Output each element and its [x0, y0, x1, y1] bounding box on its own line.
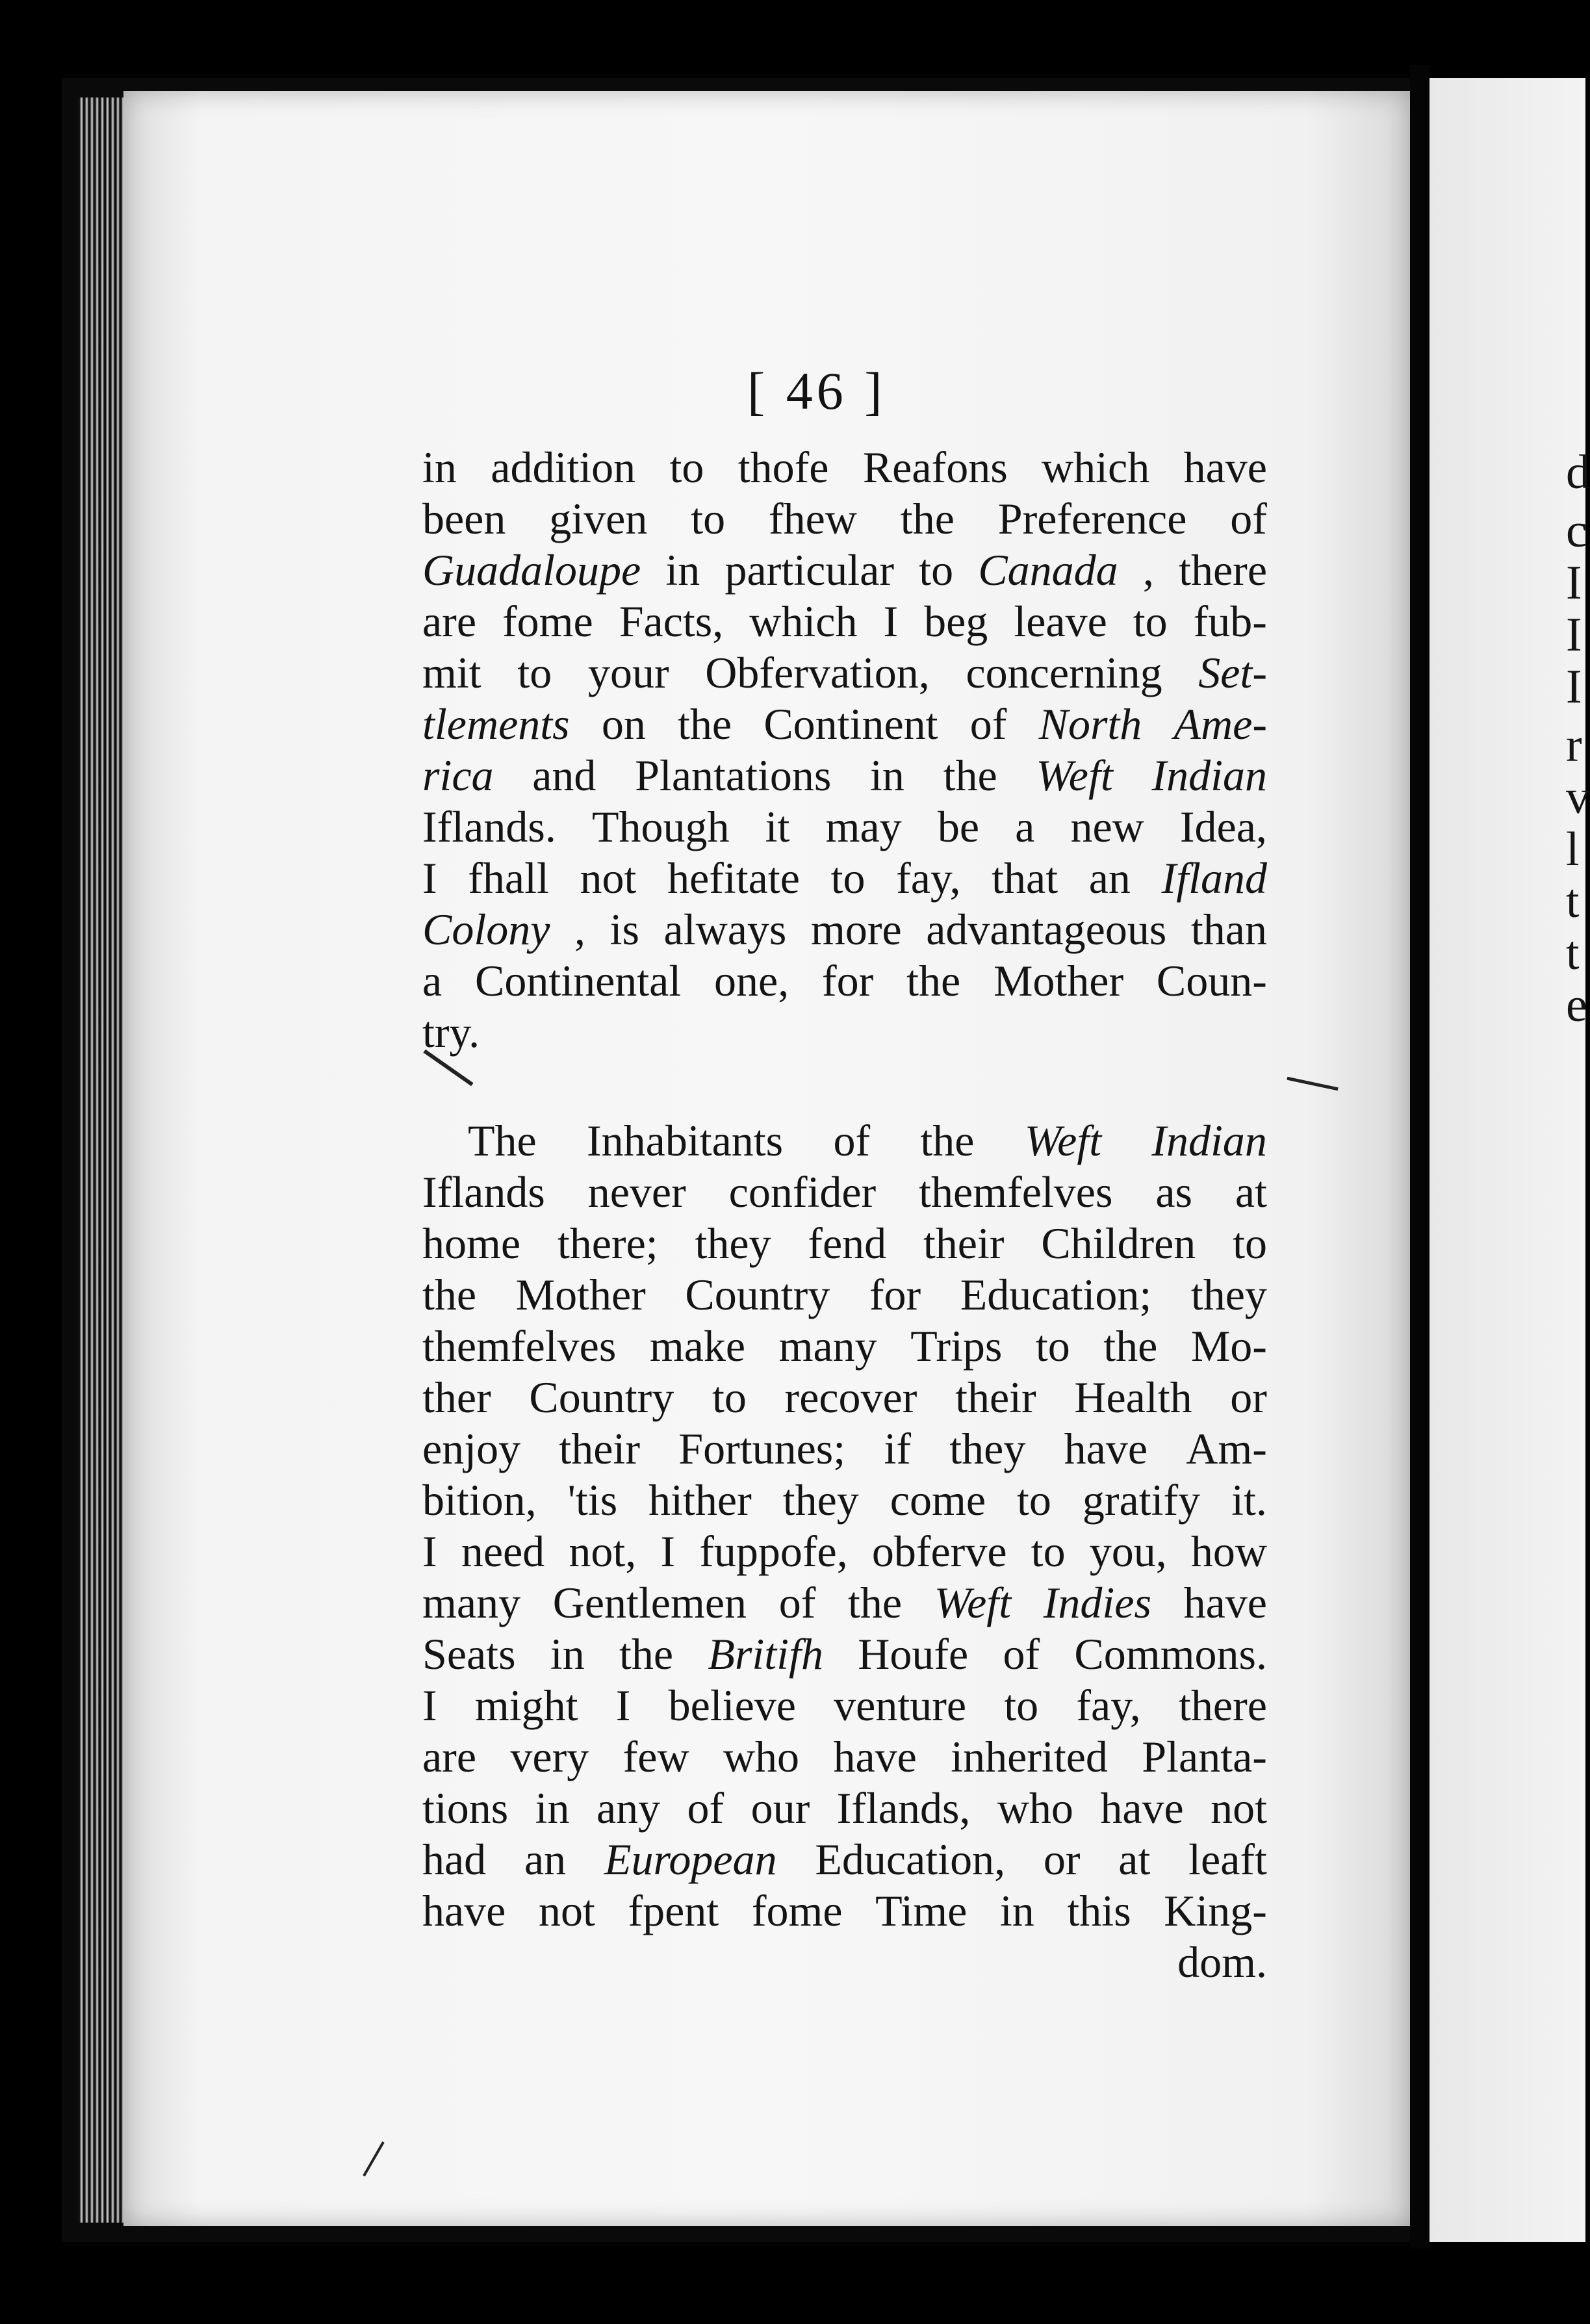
text-line: themfelves make many Trips to the Mo-	[422, 1321, 1267, 1371]
text-line: I need not, I fuppofe, obferve to you, how	[422, 1527, 1267, 1576]
text-line: mit to your Obfervation, concerning Set-	[422, 648, 1267, 697]
text-line: had an European Education, or at leaft	[422, 1835, 1267, 1884]
text-line: ther Country to recover their Health or	[422, 1373, 1267, 1422]
page-text	[422, 442, 1267, 1988]
text-line: in addition to thofe Reafons which have	[422, 443, 1267, 492]
facing-page-letter: e	[1566, 979, 1587, 1032]
text-line: a Continental one, for the Mother Coun-	[422, 956, 1267, 1005]
paragraph-1	[422, 442, 1267, 1058]
text-line: are fome Facts, which I beg leave to fub-	[422, 597, 1267, 646]
text-line: bition, 'tis hither they come to gratify it.	[422, 1475, 1267, 1525]
text-line: are very few who have inherited Planta-	[422, 1732, 1267, 1781]
page-stack-edges	[78, 97, 123, 2223]
facing-page-letter: I	[1566, 556, 1582, 610]
facing-page-letter: c	[1566, 504, 1587, 558]
text-line: Seats in the Britifh Houfe of Commons.	[422, 1629, 1267, 1679]
facing-page-letter: v	[1566, 771, 1590, 824]
text-line: tlements on the Continent of North Ame-	[422, 699, 1267, 749]
text-line: been given to fhew the Preference of	[422, 494, 1267, 543]
text-line: I fhall not hefitate to fay, that an Ifland	[422, 853, 1267, 903]
text-line: try.	[422, 1007, 480, 1057]
text-line: Iflands. Though it may be a new Idea,	[422, 802, 1267, 851]
facing-page-letter: I	[1566, 660, 1582, 714]
text-line: the Mother Country for Education; they	[422, 1270, 1267, 1319]
facing-page-letter: I	[1566, 608, 1582, 662]
text-line: Iflands never confider themfelves as at	[422, 1167, 1267, 1217]
book-gutter	[1410, 65, 1430, 2249]
text-line: enjoy their Fortunes; if they have Am-	[422, 1424, 1267, 1473]
page-number: [ 46 ]	[747, 361, 886, 420]
text-line: many Gentlemen of the Weft Indies have	[422, 1578, 1267, 1627]
facing-page-letter: d	[1566, 446, 1590, 499]
text-line: Guadaloupe in particular to Canada , there	[422, 545, 1267, 595]
facing-page-letter: t	[1566, 927, 1580, 980]
facing-page-letter: l	[1566, 823, 1580, 876]
text-line: dom.	[1177, 1937, 1267, 1987]
text-line: home there; they fend their Children to	[422, 1219, 1267, 1268]
text-line: Colony , is always more advantageous than	[422, 905, 1267, 954]
facing-page-letter: t	[1566, 875, 1580, 928]
text-line: I might I believe venture to fay, there	[422, 1681, 1267, 1730]
text-line: The Inhabitants of the Weft Indian	[468, 1116, 1267, 1165]
facing-page-fragment	[1430, 78, 1590, 2242]
text-line: have not fpent fome Time in this King-	[422, 1886, 1267, 1935]
text-line: tions in any of our Iflands, who have not	[422, 1783, 1267, 1833]
facing-page-letter: r	[1566, 719, 1582, 772]
paragraph-2	[422, 1115, 1267, 1988]
text-line: rica and Plantations in the Weft Indian	[422, 751, 1267, 800]
